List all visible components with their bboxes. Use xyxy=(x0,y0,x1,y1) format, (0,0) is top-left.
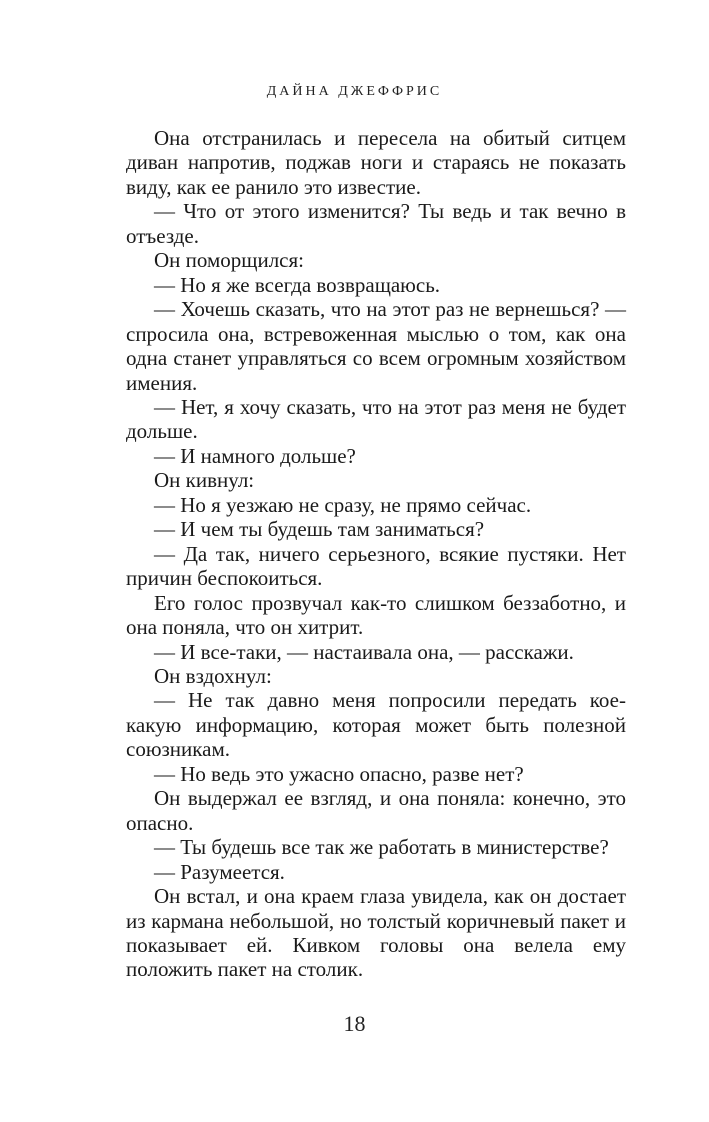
body-text xyxy=(126,126,626,982)
paragraph: Он встал, и она краем глаза увидела, как он достает из кармана небольшой, но толстый коричневый пакет и показывает ей. Кивком головы она велела ему положить пакет на столик. xyxy=(126,884,626,982)
paragraph: — Но ведь это ужасно опасно, разве нет? xyxy=(154,761,524,786)
running-head-author: ДАЙНА ДЖЕФФРИС xyxy=(266,84,443,99)
paragraph: — И чем ты будешь там заниматься? xyxy=(154,517,485,542)
paragraph: Он поморщился: xyxy=(154,248,304,273)
paragraph: Она отстранилась и пересела на обитый ситцем диван напротив, поджав ноги и стараясь не показать виду, как ее ранило это известие. xyxy=(126,126,626,199)
paragraph: — И все-таки, — настаивала она, — расскажи. xyxy=(154,639,574,664)
paragraph: Он вздохнул: xyxy=(154,663,272,688)
paragraph: — Не так давно меня попросили передать кое-какую информацию, которая может быть полезной союзникам. xyxy=(126,688,626,762)
paragraph: — Но я уезжаю не сразу, не прямо сейчас. xyxy=(154,492,532,517)
paragraph: — Ты будешь все так же работать в министерстве? xyxy=(154,835,609,860)
paragraph: — Нет, я хочу сказать, что на этот раз меня не будет дольше. xyxy=(126,394,626,444)
paragraph: — Да так, ничего серьезного, всякие пустяки. Нет причин беспокоиться. xyxy=(126,541,626,591)
page-number: 18 xyxy=(343,1011,366,1036)
paragraph: — Но я же всегда возвращаюсь. xyxy=(154,272,441,297)
paragraph: — Хочешь сказать, что на этот раз не вернешься? — спросила она, встревоженная мыслью о том, как она одна станет управляться со всем огромным хозяйством имения. xyxy=(126,297,626,395)
paragraph: — Что от этого изменится? Ты ведь и так вечно в отъезде. xyxy=(126,199,626,248)
paragraph: — И намного дольше? xyxy=(154,443,356,468)
paragraph: Он кивнул: xyxy=(154,468,255,493)
paragraph: — Разумеется. xyxy=(154,859,285,884)
paragraph: Его голос прозвучал как-то слишком беззаботно, и она поняла, что он хитрит. xyxy=(126,590,626,640)
paragraph: Он выдержал ее взгляд, и она поняла: конечно, это опасно. xyxy=(126,786,626,835)
